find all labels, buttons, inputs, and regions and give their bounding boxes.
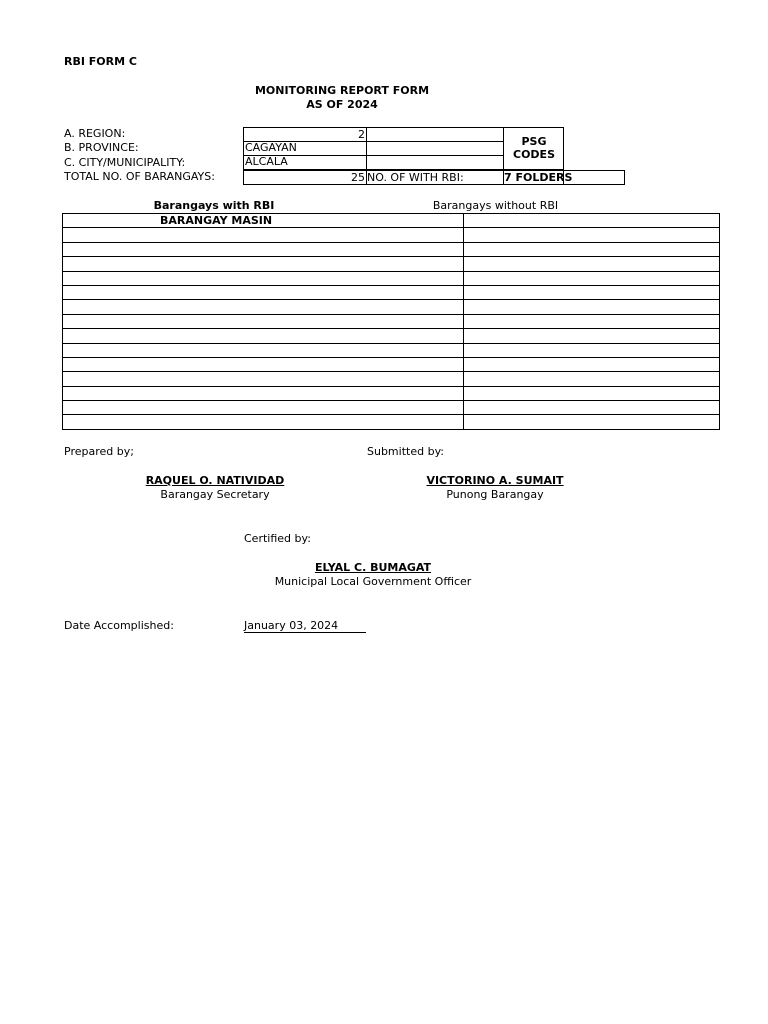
table-row xyxy=(63,242,720,256)
without-rbi-cell xyxy=(464,386,720,400)
with-rbi-cell xyxy=(63,257,464,271)
table-row xyxy=(63,285,720,299)
with-rbi-cell xyxy=(63,329,464,343)
without-rbi-cell xyxy=(464,357,720,371)
table-row xyxy=(63,228,720,242)
without-rbi-cell xyxy=(464,300,720,314)
without-rbi-cell xyxy=(464,285,720,299)
city-extra-cell xyxy=(366,155,504,170)
with-rbi-cell xyxy=(63,386,464,400)
with-rbi-cell xyxy=(63,300,464,314)
without-rbi-cell xyxy=(464,343,720,357)
with-rbi-cell xyxy=(63,343,464,357)
prepared-by-label: Prepared by; xyxy=(64,445,134,458)
with-rbi-cell xyxy=(63,228,464,242)
table-row xyxy=(63,271,720,285)
certified-by-label: Certified by: xyxy=(244,532,311,545)
province-extra-cell xyxy=(366,141,504,156)
total-barangays-value: 25 xyxy=(243,170,367,185)
form-title: MONITORING REPORT FORM xyxy=(254,84,430,97)
with-rbi-cell xyxy=(63,357,464,371)
region-extra-cell xyxy=(366,127,504,142)
without-rbi-cell xyxy=(464,257,720,271)
region-label: A. REGION: xyxy=(64,127,126,140)
without-rbi-cell xyxy=(464,415,720,429)
without-rbi-cell xyxy=(464,271,720,285)
without-rbi-cell xyxy=(464,314,720,328)
without-rbi-cell xyxy=(464,228,720,242)
date-accomplished-label: Date Accomplished: xyxy=(64,619,174,632)
form-subtitle: AS OF 2024 xyxy=(306,98,378,111)
city-value: ALCALA xyxy=(243,155,367,170)
table-row xyxy=(63,329,720,343)
without-rbi-cell xyxy=(464,372,720,386)
with-rbi-cell xyxy=(63,372,464,386)
with-rbi-cell xyxy=(63,271,464,285)
table-row xyxy=(63,401,720,415)
table-row xyxy=(63,300,720,314)
certified-by-title: Municipal Local Government Officer xyxy=(274,575,472,588)
province-label: B. PROVINCE: xyxy=(64,141,139,154)
with-rbi-label: NO. OF WITH RBI: xyxy=(366,170,504,185)
form-code: RBI FORM C xyxy=(64,55,137,68)
certified-by-name: ELYAL C. BUMAGAT xyxy=(314,561,432,574)
with-rbi-extra-cell xyxy=(563,170,625,185)
without-rbi-column-header: Barangays without RBI xyxy=(432,199,559,212)
region-value: 2 xyxy=(243,127,367,142)
with-rbi-cell xyxy=(63,314,464,328)
with-rbi-cell: BARANGAY MASIN xyxy=(63,214,464,228)
total-barangays-label: TOTAL NO. OF BARANGAYS: xyxy=(64,170,215,183)
table-row xyxy=(63,343,720,357)
table-row xyxy=(63,386,720,400)
city-label: C. CITY/MUNICIPALITY: xyxy=(64,156,186,169)
province-value: CAGAYAN xyxy=(243,141,367,156)
submitted-by-label: Submitted by: xyxy=(367,445,444,458)
submitted-by-title: Punong Barangay xyxy=(446,488,544,501)
with-rbi-value: 7 FOLDERS xyxy=(504,171,573,184)
prepared-by-name: RAQUEL O. NATIVIDAD xyxy=(145,474,285,487)
prepared-by-title: Barangay Secretary xyxy=(160,488,270,501)
submitted-by-name: VICTORINO A. SUMAIT xyxy=(426,474,564,487)
without-rbi-cell xyxy=(464,214,720,228)
without-rbi-cell xyxy=(464,329,720,343)
date-accomplished-value: January 03, 2024 xyxy=(244,619,366,633)
psg-codes-box xyxy=(503,127,564,170)
table-row xyxy=(63,314,720,328)
with-rbi-cell xyxy=(63,415,464,429)
table-row xyxy=(63,357,720,371)
without-rbi-cell xyxy=(464,242,720,256)
with-rbi-column-header: Barangays with RBI xyxy=(153,199,275,212)
barangay-table xyxy=(62,213,720,430)
table-row xyxy=(63,372,720,386)
table-row xyxy=(63,257,720,271)
psg-codes-label: PSG CODES xyxy=(513,135,555,161)
table-row xyxy=(63,415,720,429)
with-rbi-cell xyxy=(63,242,464,256)
with-rbi-cell xyxy=(63,285,464,299)
without-rbi-cell xyxy=(464,401,720,415)
table-row xyxy=(63,214,720,228)
with-rbi-cell xyxy=(63,401,464,415)
